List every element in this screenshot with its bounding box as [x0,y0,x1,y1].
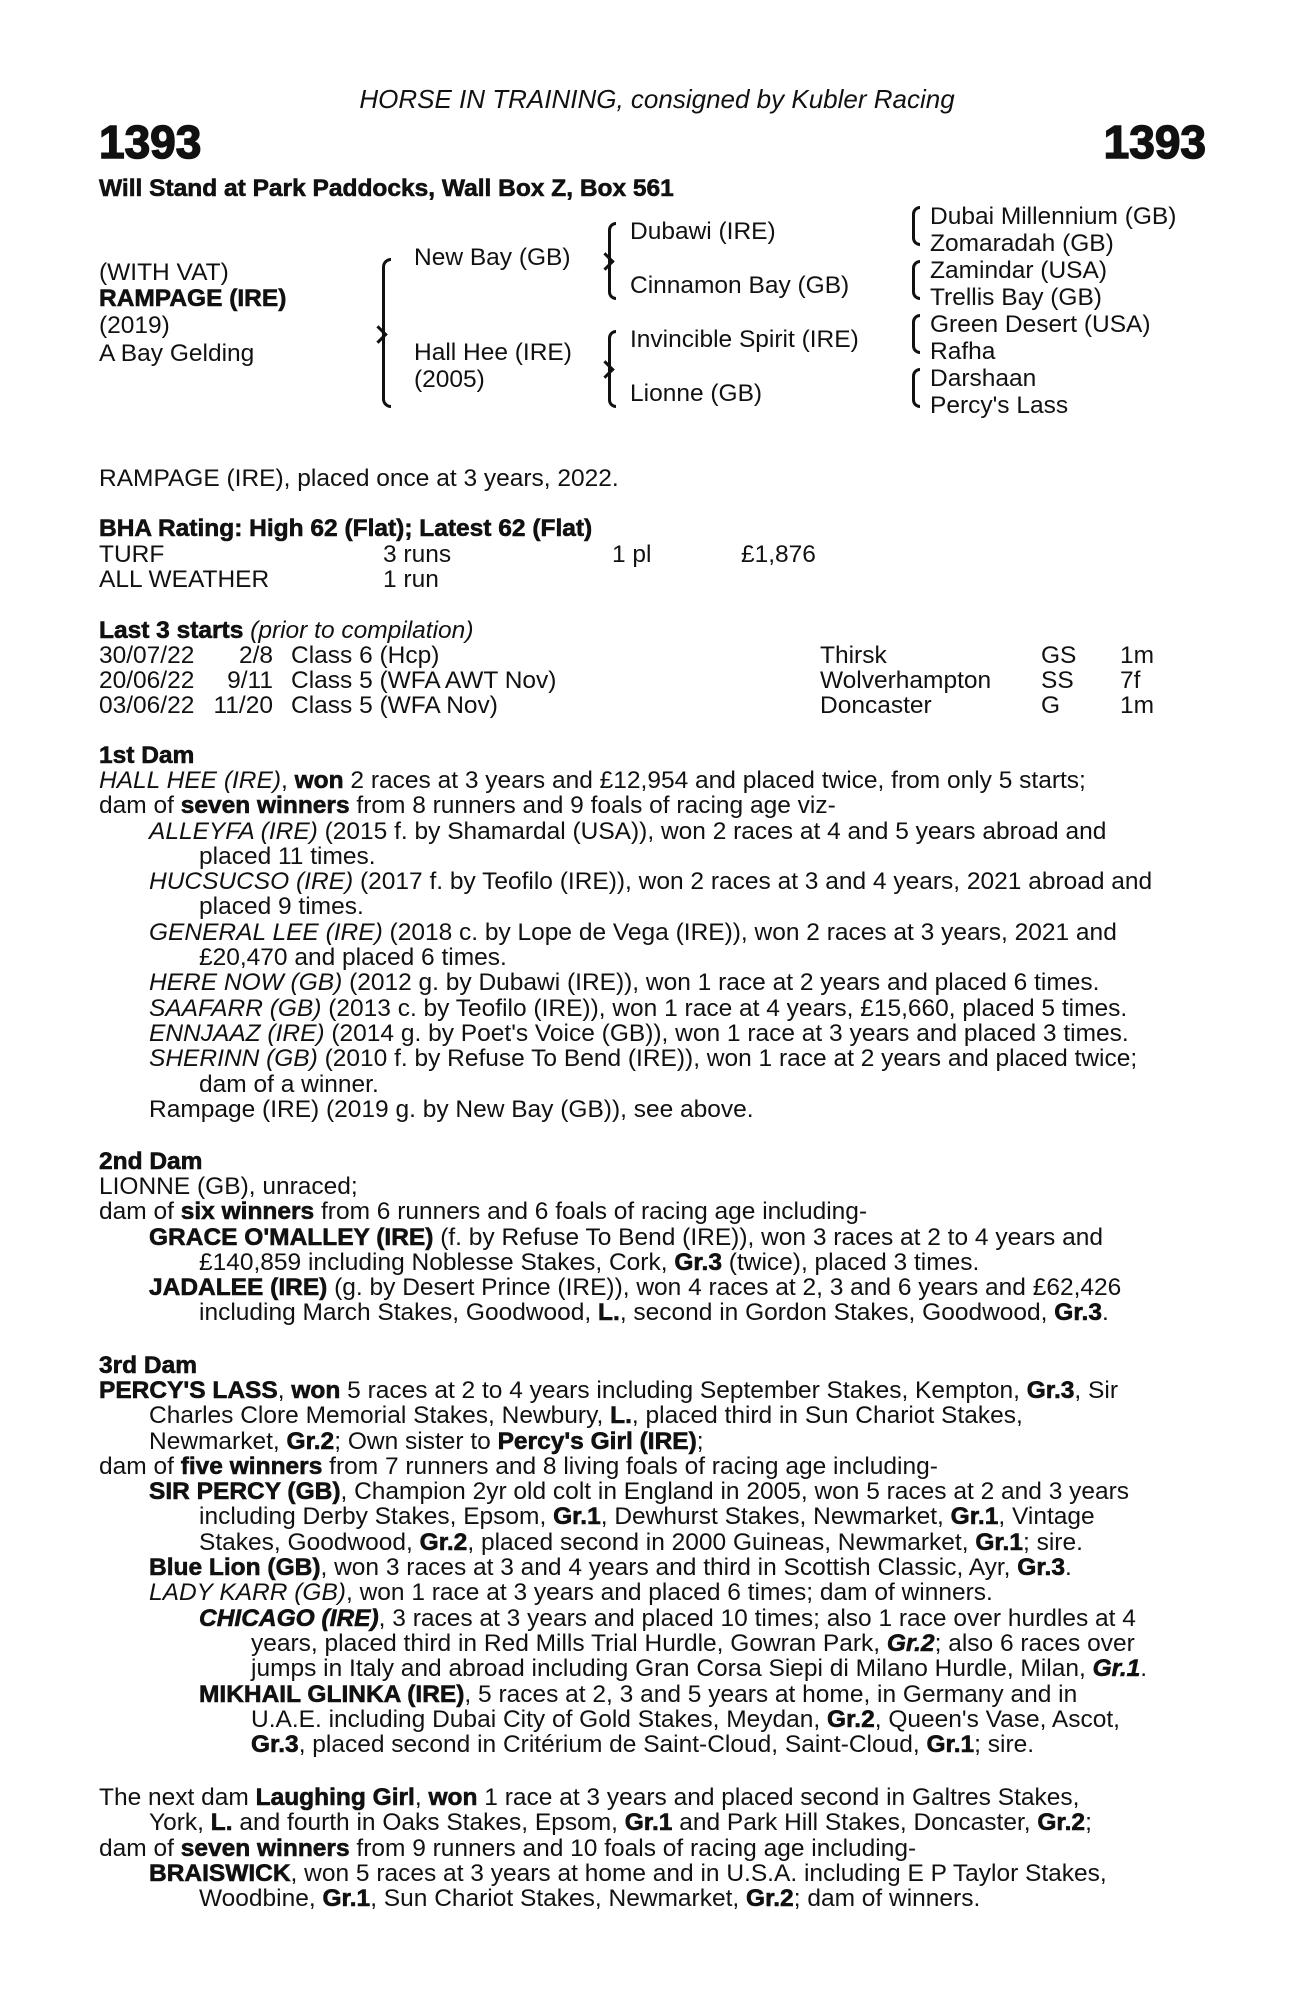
second-dam-title: 2nd Dam [99,1148,203,1175]
last-starts-title: Last 3 starts [99,617,244,644]
text: from 7 runners and 8 living foals of racing age including- [322,1452,938,1480]
next-dam-section [99,1785,1205,1911]
text: ; also 6 races over [934,1629,1135,1657]
text: ; sire. [974,1731,1035,1759]
text: from 9 runners and 10 foals of racing age including- [349,1834,917,1862]
start-course: Wolverhampton [820,667,992,694]
third-dam-line [99,1454,1205,1479]
start-race: Class 5 (WFA Nov) [291,692,498,719]
start-distance: 1m [1120,642,1155,669]
text: jumps in Italy and abroad including Gran Corsa Siepi di Milano Hurdle, Milan, [251,1655,1093,1683]
start-position: 9/11 [227,667,273,694]
dam-name: PERCY'S LASS [99,1377,278,1404]
turf-placed: 1 pl [612,541,652,568]
produce-text: (2017 f. by Teofilo (IRE)), won 2 races at 3 and 4 years, 2021 abroad and [353,868,1153,896]
text: , placed second in Critérium de Saint-Cloud, Saint-Cloud, [298,1731,927,1759]
produce-text: (f. by Refuse To Bend (IRE)), won 3 races at 2 to 4 years and [433,1223,1103,1251]
text: ; [696,1427,704,1455]
start-distance: 1m [1120,692,1155,719]
produce-entry [99,1555,1205,1580]
last-starts-note: (prior to compilation) [250,617,474,644]
produce-entry [99,1021,1205,1046]
text: , Sir [1074,1377,1118,1404]
horse-description: A Bay Gelding [99,340,255,367]
dam-name: HALL HEE (IRE) [99,767,281,794]
grade-label: Gr.1 [553,1503,601,1531]
grade-label: Gr.1 [926,1731,975,1759]
aw-surface: ALL WEATHER [99,566,270,593]
produce-entry [99,819,1205,844]
produce-name: HERE NOW (GB) [149,969,343,997]
next-dam-line [99,1785,1205,1810]
text: ; sire. [1023,1528,1083,1556]
start-going: SS [1041,667,1074,694]
produce-entry-cont: placed 9 times. [199,893,364,921]
produce-name: SIR PERCY (GB) [149,1478,341,1506]
produce-entry-cont: £20,470 and placed 6 times. [199,944,507,972]
first-dam-title: 1st Dam [99,742,195,769]
text: Stakes, Goodwood, [199,1528,420,1556]
start-date: 03/06/22 [99,692,195,719]
grade-label: Gr.3 [1017,1554,1065,1582]
produce-name: SAAFARR (GB) [149,994,322,1022]
grandproduce-entry [99,1682,1205,1707]
produce-entry-cont: placed 11 times. [199,842,376,870]
start-race: Class 5 (WFA AWT Nov) [291,667,557,694]
grade-label: Gr.3 [674,1248,722,1276]
text: ; dam of winners. [793,1885,981,1913]
text: . [1064,1554,1072,1582]
grandproduce-entry-cont [99,1656,1205,1681]
text: , [414,1784,429,1811]
grade-label: Gr.2 [286,1427,335,1455]
text: The next dam [99,1784,256,1811]
produce-entry-cont [99,1250,1205,1275]
produce-name: ALLEYFA (IRE) [149,817,318,845]
grade-label: Gr.1 [624,1809,673,1837]
dam-sire: Invincible Spirit (IRE) [630,326,859,353]
start-distance: 7f [1120,667,1141,694]
produce-text: (2018 c. by Lope de Vega (IRE)), won 2 races at 3 years, 2021 and [382,918,1117,946]
produce-text: (2012 g. by Dubawi (IRE)), won 1 race at 2 years and placed 6 times. [342,969,1100,997]
produce-name: SHERINN (GB) [149,1045,318,1073]
grandproduce-entry-cont [99,1707,1205,1732]
third-dam-line [99,1378,1205,1403]
start-date: 30/07/22 [99,642,195,669]
grade-label: L. [598,1299,620,1327]
won-label: won [294,767,344,794]
g3-ancestor: Green Desert (USA) [930,311,1151,338]
g3-ancestor: Trellis Bay (GB) [930,284,1102,311]
dam-year: (2005) [414,366,485,393]
turf-runs: 3 runs [383,541,452,568]
winners-count: six winners [180,1198,315,1226]
pedigree-brace-3d [912,368,920,408]
produce-text: , won 1 race at 3 years and placed 6 times; dam of winners. [345,1579,993,1607]
third-dam-line [99,1403,1205,1428]
produce-entry-cont: dam of a winner. [199,1070,379,1098]
text: £140,859 including Noblesse Stakes, Cork, [199,1248,675,1276]
grade-label: Gr.2 [1037,1809,1086,1837]
produce-text: , won 5 races at 3 years at home and in U.S.A. including E P Taylor Stakes, [290,1859,1107,1887]
vat-label: (WITH VAT) [99,259,229,286]
produce-entry [99,1225,1205,1250]
grandproduce-entry [99,1606,1205,1631]
dam-name: Hall Hee (IRE) [414,339,572,366]
grade-label: Gr.2 [746,1885,794,1913]
text: dam of [99,1452,181,1480]
last-starts-heading [99,618,473,643]
horse-name: RAMPAGE (IRE) [99,285,287,312]
text: Newmarket, [149,1427,287,1455]
start-going: G [1041,692,1061,719]
start-date: 20/06/22 [99,667,195,694]
text: from 6 runners and 6 foals of racing age including- [314,1198,868,1226]
produce-entry [99,920,1205,945]
produce-entry-cont [99,1504,1205,1529]
text: Woodbine, [199,1885,323,1913]
g3-ancestor: Dubai Millennium (GB) [930,203,1177,230]
third-dam-line [99,1429,1205,1454]
text: , [277,1377,292,1404]
produce-text: (2013 c. by Teofilo (IRE)), won 1 race at 4 years, £15,660, placed 5 times. [321,994,1128,1022]
text: , placed third in Sun Chariot Stakes, [631,1402,1023,1430]
produce-name: GENERAL LEE (IRE) [149,918,383,946]
produce-text: , 3 races at 3 years and placed 10 times; also 1 race over hurdles at 4 [378,1604,1136,1632]
produce-text: (2010 f. by Refuse To Bend (IRE)), won 1 race at 2 years and placed twice; [317,1045,1138,1073]
text: including Derby Stakes, Epsom, [199,1503,554,1531]
text: U.A.E. including Dubai City of Gold Stakes, Meydan, [251,1705,828,1733]
produce-name: JADALEE (IRE) [149,1274,328,1302]
aw-runs: 1 run [383,566,439,593]
text: , Sun Chariot Stakes, Newmarket, [370,1885,747,1913]
start-course: Thirsk [820,642,887,669]
start-race: Class 6 (Hcp) [291,642,440,669]
pedigree-brace-3a [912,206,920,246]
grade-label: Gr.3 [1026,1377,1075,1404]
produce-name: GRACE O'MALLEY (IRE) [149,1223,434,1251]
grade-label: Gr.3 [251,1731,299,1759]
text: and fourth in Oaks Stakes, Epsom, [232,1809,625,1837]
lot-number-left: 1393 [99,116,202,168]
start-position: 2/8 [238,642,273,669]
start-position: 11/20 [213,692,273,719]
g3-ancestor: Rafha [930,338,996,365]
third-dam-title: 3rd Dam [99,1352,198,1379]
text: 5 races at 2 to 4 years including September Stakes, Kempton, [340,1377,1027,1404]
text: , Queen's Vase, Ascot, [874,1705,1120,1733]
turf-surface: TURF [99,541,165,568]
text: , Dewhurst Stakes, Newmarket, [600,1503,951,1531]
first-dam-line [99,793,1205,818]
text: dam of [99,1198,181,1226]
won-label: won [428,1784,478,1811]
grandproduce-entry-cont [99,1732,1205,1757]
sire-dam: Cinnamon Bay (GB) [630,272,850,299]
grade-label: L. [210,1809,233,1837]
grade-label: L. [610,1402,632,1430]
text: (twice), placed 3 times. [722,1248,980,1276]
text: . [1140,1655,1148,1683]
grandproduce-entry-cont [99,1631,1205,1656]
stand-location: Will Stand at Park Paddocks, Wall Box Z, Box 561 [99,175,674,202]
next-dam-line [99,1810,1205,1835]
grade-label: Gr.1 [322,1885,371,1913]
produce-entry [99,970,1205,995]
g3-ancestor: Zamindar (USA) [930,257,1107,284]
text: and Park Hill Stakes, Doncaster, [672,1809,1038,1837]
produce-entry: Rampage (IRE) (2019 g. by New Bay (GB)), see above. [149,1095,754,1123]
grade-label: Gr.2 [827,1705,875,1733]
second-dam-section [99,1174,1205,1326]
text: , placed second in 2000 Guineas, Newmarket, [467,1528,976,1556]
g3-ancestor: Darshaan [930,365,1037,392]
winners-count: five winners [180,1452,323,1480]
lot-number-right: 1393 [1103,116,1206,168]
produce-text: , 5 races at 2, 3 and 5 years at home, in Germany and in [464,1680,1078,1708]
produce-text: (g. by Desert Prince (IRE)), won 4 races at 2, 3 and 6 years and £62,426 [327,1274,1122,1302]
produce-entry [99,1275,1205,1300]
produce-entry [99,869,1205,894]
grade-label: Gr.3 [1054,1299,1102,1327]
text: , second in Gordon Stakes, Goodwood, [619,1299,1055,1327]
g3-ancestor: Percy's Lass [930,392,1069,419]
produce-name: CHICAGO (IRE) [199,1604,379,1632]
produce-name: Blue Lion (GB) [149,1554,321,1582]
first-dam-section [99,768,1205,1122]
text: , [281,767,295,794]
text: , Vintage [998,1503,1095,1531]
produce-entry [99,996,1205,1021]
produce-entry-cont [99,1530,1205,1555]
text: including March Stakes, Goodwood, [199,1299,599,1327]
start-course: Doncaster [820,692,932,719]
consignment-header: HORSE IN TRAINING, consigned by Kubler Racing [359,84,955,114]
text: 2 races at 3 years and £12,954 and placed twice, from only 5 starts; [343,767,1086,794]
produce-text: , Champion 2yr old colt in England in 2005, won 5 races at 2 and 3 years [340,1478,1130,1506]
text: Charles Clore Memorial Stakes, Newbury, [149,1402,611,1430]
text: from 8 runners and 9 foals of racing age viz- [349,792,836,820]
turf-prize: £1,876 [741,541,816,568]
produce-entry-cont [99,1300,1205,1325]
pedigree-brace-3b [912,260,920,300]
produce-name: BRAISWICK [149,1859,291,1887]
text: ; [1085,1809,1092,1837]
produce-entry [99,1580,1205,1605]
grade-label: Gr.1 [950,1503,999,1531]
grade-label: Gr.1 [1092,1655,1141,1683]
race-summary: RAMPAGE (IRE), placed once at 3 years, 2022. [99,465,619,492]
produce-entry [99,1861,1205,1886]
bha-rating: BHA Rating: High 62 (Flat); Latest 62 (Flat) [99,515,593,542]
produce-name: MIKHAIL GLINKA (IRE) [199,1680,465,1708]
produce-text: (2015 f. by Shamardal (USA)), won 2 races at 4 and 5 years abroad and [317,817,1107,845]
text: 1 race at 3 years and placed second in Galtres Stakes, [477,1784,1080,1811]
third-dam-section [99,1378,1205,1757]
produce-entry [99,1046,1205,1071]
second-dam-line [99,1199,1205,1224]
next-dam-line [99,1836,1205,1861]
produce-name: LADY KARR (GB) [149,1579,346,1607]
dam-dam: Lionne (GB) [630,380,763,407]
sibling-name: Percy's Girl (IRE) [497,1427,697,1455]
won-label: won [291,1377,341,1404]
first-dam-line [99,768,1205,793]
produce-name: ENNJAAZ (IRE) [149,1019,325,1047]
produce-text: (2014 g. by Poet's Voice (GB)), won 1 race at 3 years and placed 3 times. [324,1019,1129,1047]
start-going: GS [1041,642,1077,669]
grade-label: Gr.2 [886,1629,935,1657]
text: years, placed third in Red Mills Trial Hurdle, Gowran Park, [251,1629,887,1657]
sire-sire: Dubawi (IRE) [630,218,776,245]
produce-name: HUCSUCSO (IRE) [149,868,354,896]
grade-label: Gr.2 [419,1528,468,1556]
second-dam-line: LIONNE (GB), unraced; [99,1173,358,1200]
winners-count: seven winners [180,1834,350,1862]
g3-ancestor: Zomaradah (GB) [930,230,1114,257]
text: . [1101,1299,1109,1327]
pedigree-brace-3c [912,314,920,354]
produce-entry-cont [99,1886,1205,1911]
produce-entry [99,1479,1205,1504]
grade-label: Gr.1 [975,1528,1023,1556]
text: ; Own sister to [334,1427,498,1455]
text: dam of [99,1834,181,1862]
sire-name: New Bay (GB) [414,244,571,271]
horse-year: (2019) [99,312,170,339]
text: York, [149,1809,211,1837]
produce-text: , won 3 races at 3 and 4 years and third in Scottish Classic, Ayr, [320,1554,1018,1582]
winners-count: seven winners [180,792,350,820]
text: dam of [99,792,181,820]
dam-name: Laughing Girl [255,1784,415,1811]
